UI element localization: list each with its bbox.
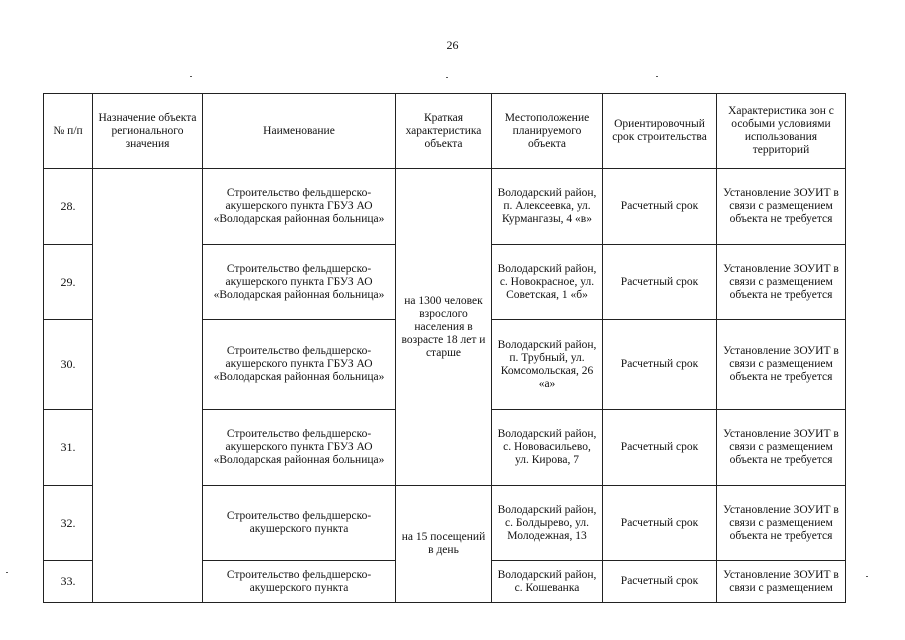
scan-speck (656, 76, 658, 77)
header-location: Местоположение планируемого объекта (492, 94, 603, 169)
row-number: 33. (44, 561, 93, 603)
scan-speck (446, 77, 448, 78)
object-name: Строительство фельдшерско-акушерского пункта (203, 561, 396, 603)
object-location: Володарский район, с. Нововасильево, ул. Кирова, 7 (492, 410, 603, 486)
object-location: Володарский район, с. Болдырево, ул. Молодежная, 13 (492, 486, 603, 561)
object-location: Володарский район, с. Кошеванка (492, 561, 603, 603)
construction-term: Расчетный срок (603, 169, 717, 245)
objects-table (43, 93, 846, 603)
zone-characteristic: Установление ЗОУИТ в связи с размещением объекта не требуется (717, 486, 846, 561)
construction-term: Расчетный срок (603, 410, 717, 486)
header-term: Ориентировочный срок строительства (603, 94, 717, 169)
object-location: Володарский район, п. Трубный, ул. Комсомольская, 26 «а» (492, 320, 603, 410)
object-name: Строительство фельдшерско-акушерского пункта ГБУЗ АО «Володарская районная больница» (203, 410, 396, 486)
zone-characteristic: Установление ЗОУИТ в связи с размещением объекта не требуется (717, 169, 846, 245)
row-number: 28. (44, 169, 93, 245)
zone-characteristic: Установление ЗОУИТ в связи с размещением объекта не требуется (717, 410, 846, 486)
header-zones: Характеристика зон с особыми условиями использования территорий (717, 94, 846, 169)
scan-speck (190, 76, 192, 77)
construction-term: Расчетный срок (603, 486, 717, 561)
header-purpose: Назначение объекта регионального значения (93, 94, 203, 169)
zone-characteristic: Установление ЗОУИТ в связи с размещением объекта не требуется (717, 245, 846, 320)
header-brief: Краткая характеристика объекта (396, 94, 492, 169)
table-row (44, 169, 846, 245)
row-number: 30. (44, 320, 93, 410)
page-number: 26 (446, 38, 459, 52)
object-name: Строительство фельдшерско-акушерского пункта ГБУЗ АО «Володарская районная больница» (203, 245, 396, 320)
object-location: Володарский район, с. Новокрасное, ул. Советская, 1 «б» (492, 245, 603, 320)
object-name: Строительство фельдшерско-акушерского пункта ГБУЗ АО «Володарская районная больница» (203, 320, 396, 410)
zone-characteristic: Установление ЗОУИТ в связи с размещением (717, 561, 846, 603)
brief-characteristic-group-2: на 15 посещений в день (396, 486, 492, 603)
construction-term: Расчетный срок (603, 561, 717, 603)
header-num: № п/п (44, 94, 93, 169)
header-name: Наименование (203, 94, 396, 169)
zone-characteristic: Установление ЗОУИТ в связи с размещением объекта не требуется (717, 320, 846, 410)
table-header-row (44, 94, 846, 169)
object-name: Строительство фельдшерско-акушерского пункта ГБУЗ АО «Володарская районная больница» (203, 169, 396, 245)
row-number: 32. (44, 486, 93, 561)
object-name: Строительство фельдшерско-акушерского пункта (203, 486, 396, 561)
purpose-cell (93, 169, 203, 603)
construction-term: Расчетный срок (603, 245, 717, 320)
brief-characteristic-group-1: на 1300 человек взрослого населения в возрасте 18 лет и старше (396, 169, 492, 486)
row-number: 31. (44, 410, 93, 486)
scan-speck (866, 576, 868, 577)
object-location: Володарский район, п. Алексеевка, ул. Курмангазы, 4 «в» (492, 169, 603, 245)
row-number: 29. (44, 245, 93, 320)
scan-speck (6, 572, 8, 573)
construction-term: Расчетный срок (603, 320, 717, 410)
